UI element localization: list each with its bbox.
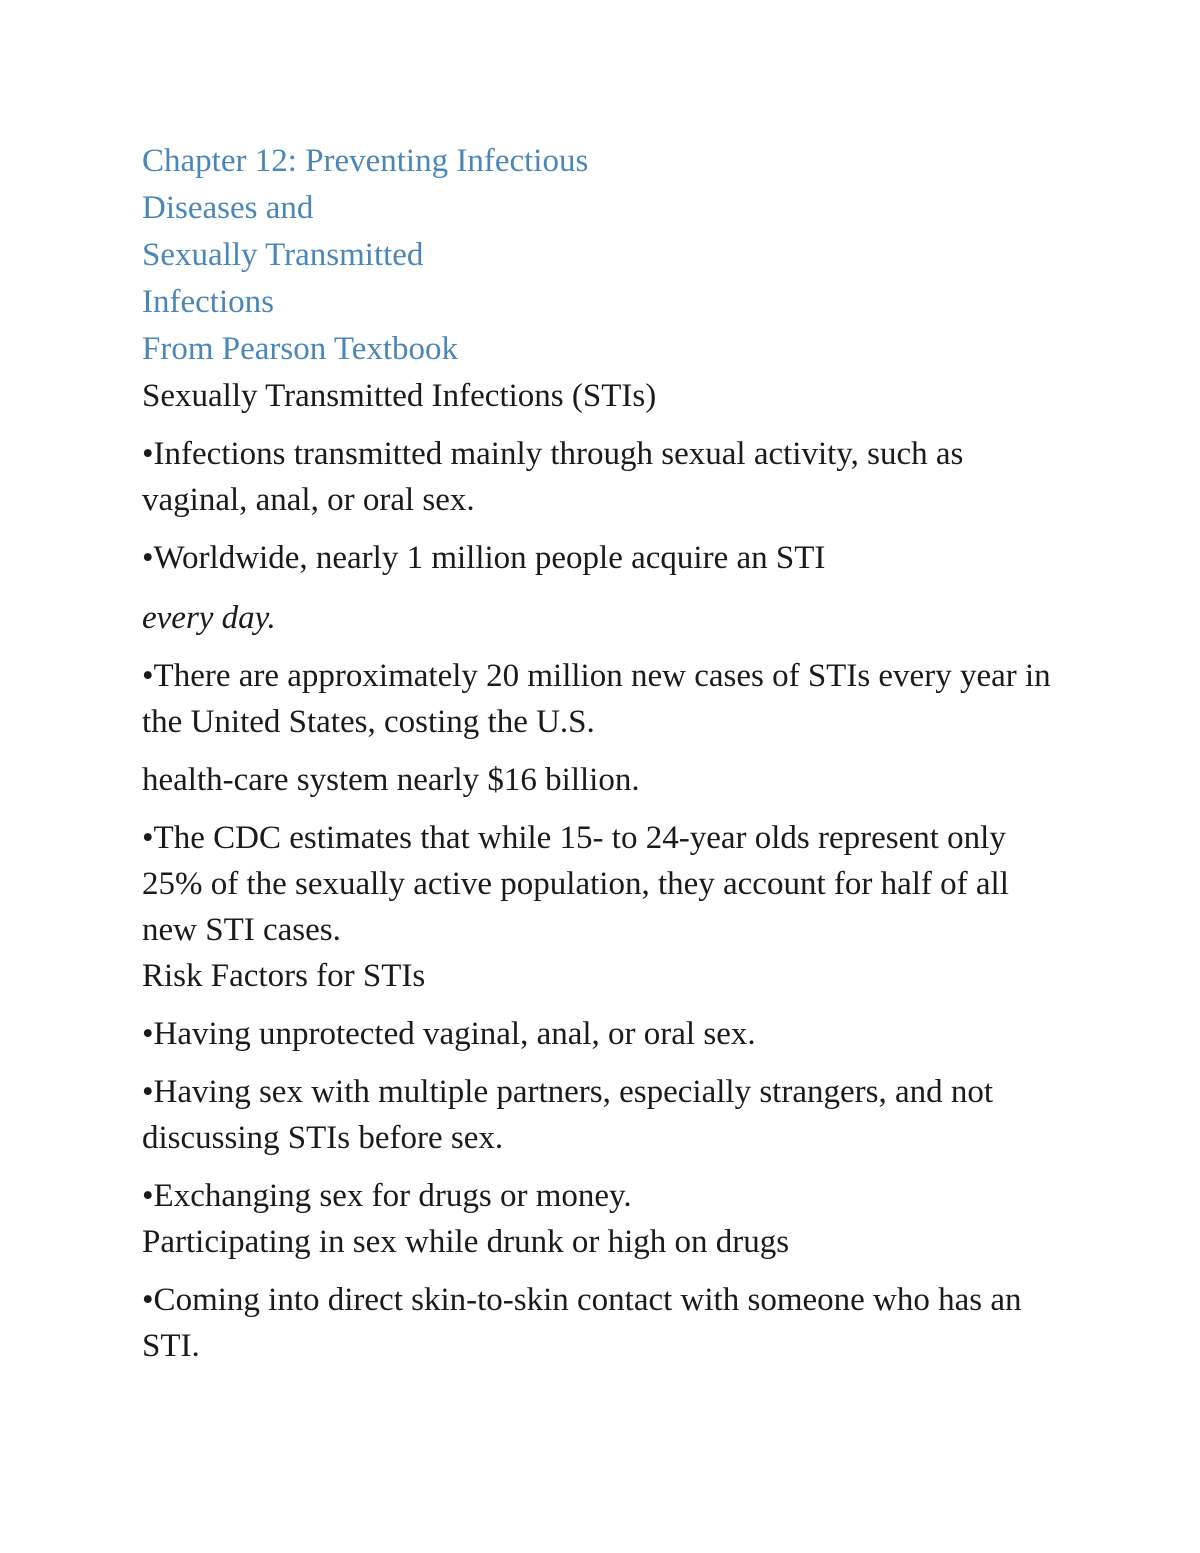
title-line-4: Infections [142,284,274,320]
bullet-us-cases-continued: health-care system nearly $16 billion. [142,762,640,798]
bullet-worldwide-continued: every day. [142,600,276,636]
document-page [142,138,1072,1369]
title-line-1: Chapter 12: Preventing Infectious [142,143,589,179]
bullet-us-cases: •There are approximately 20 million new cases of STIs every year in the United States, costing the U.S. [142,658,1051,740]
bullet-cdc-estimate: •The CDC estimates that while 15- to 24-year olds represent only 25% of the sexually active population, they account for half of all new STI cases. [142,820,1009,948]
bullet-exchanging-sex: •Exchanging sex for drugs or money. [142,1178,632,1214]
section-heading-risk-factors: Risk Factors for STIs [142,958,426,994]
bullet-skin-contact: •Coming into direct skin-to-skin contact with someone who has an STI. [142,1282,1022,1364]
bullet-definition: •Infections transmitted mainly through sexual activity, such as vaginal, anal, or oral sex. [142,436,964,518]
document-title [142,138,1072,373]
section-heading-stis: Sexually Transmitted Infections (STIs) [142,378,657,414]
title-line-5: From Pearson Textbook [142,331,459,367]
bullet-multiple-partners: •Having sex with multiple partners, especially strangers, and not discussing STIs before sex. [142,1074,994,1156]
title-line-3: Sexually Transmitted [142,237,424,273]
bullet-unprotected-sex: •Having unprotected vaginal, anal, or oral sex. [142,1016,756,1052]
bullet-exchanging-sex-continued: Participating in sex while drunk or high on drugs [142,1224,790,1260]
title-line-2: Diseases and [142,190,314,226]
bullet-worldwide: •Worldwide, nearly 1 million people acquire an STI [142,540,826,576]
